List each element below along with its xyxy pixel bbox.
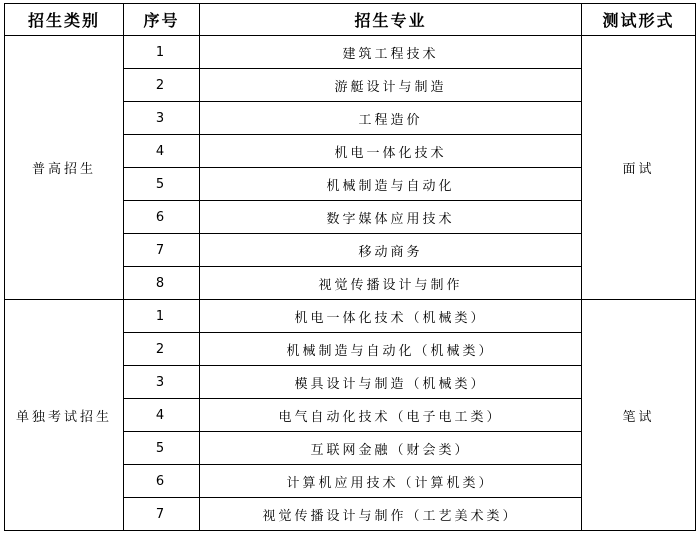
major-cell: 工程造价 bbox=[200, 102, 582, 135]
major-cell: 游艇设计与制造 bbox=[200, 69, 582, 102]
number-cell: 2 bbox=[124, 333, 200, 366]
major-cell: 移动商务 bbox=[200, 234, 582, 267]
major-cell: 电气自动化技术（电子电工类） bbox=[200, 399, 582, 432]
number-cell: 3 bbox=[124, 366, 200, 399]
major-cell: 建筑工程技术 bbox=[200, 36, 582, 69]
number-cell: 8 bbox=[124, 267, 200, 300]
number-cell: 1 bbox=[124, 36, 200, 69]
header-row bbox=[5, 4, 696, 36]
number-cell: 5 bbox=[124, 432, 200, 465]
number-cell: 4 bbox=[124, 135, 200, 168]
number-cell: 4 bbox=[124, 399, 200, 432]
number-cell: 1 bbox=[124, 300, 200, 333]
major-cell: 视觉传播设计与制作 bbox=[200, 267, 582, 300]
major-cell: 机电一体化技术（机械类） bbox=[200, 300, 582, 333]
table-row bbox=[5, 300, 696, 333]
number-cell: 5 bbox=[124, 168, 200, 201]
number-cell: 6 bbox=[124, 465, 200, 498]
header-major: 招生专业 bbox=[200, 4, 582, 36]
major-cell: 数字媒体应用技术 bbox=[200, 201, 582, 234]
category-cell: 普高招生 bbox=[5, 36, 124, 300]
number-cell: 7 bbox=[124, 234, 200, 267]
major-cell: 机械制造与自动化 bbox=[200, 168, 582, 201]
major-cell: 视觉传播设计与制作（工艺美术类） bbox=[200, 498, 582, 531]
header-category: 招生类别 bbox=[5, 4, 124, 36]
table-row bbox=[5, 36, 696, 69]
test-form-cell: 面试 bbox=[582, 36, 696, 300]
number-cell: 3 bbox=[124, 102, 200, 135]
major-cell: 模具设计与制造（机械类） bbox=[200, 366, 582, 399]
number-cell: 7 bbox=[124, 498, 200, 531]
header-number: 序号 bbox=[124, 4, 200, 36]
header-test-form: 测试形式 bbox=[582, 4, 696, 36]
number-cell: 2 bbox=[124, 69, 200, 102]
test-form-cell: 笔试 bbox=[582, 300, 696, 531]
enrollment-table bbox=[4, 3, 696, 531]
major-cell: 机电一体化技术 bbox=[200, 135, 582, 168]
major-cell: 机械制造与自动化（机械类） bbox=[200, 333, 582, 366]
major-cell: 计算机应用技术（计算机类） bbox=[200, 465, 582, 498]
number-cell: 6 bbox=[124, 201, 200, 234]
major-cell: 互联网金融（财会类） bbox=[200, 432, 582, 465]
category-cell: 单独考试招生 bbox=[5, 300, 124, 531]
